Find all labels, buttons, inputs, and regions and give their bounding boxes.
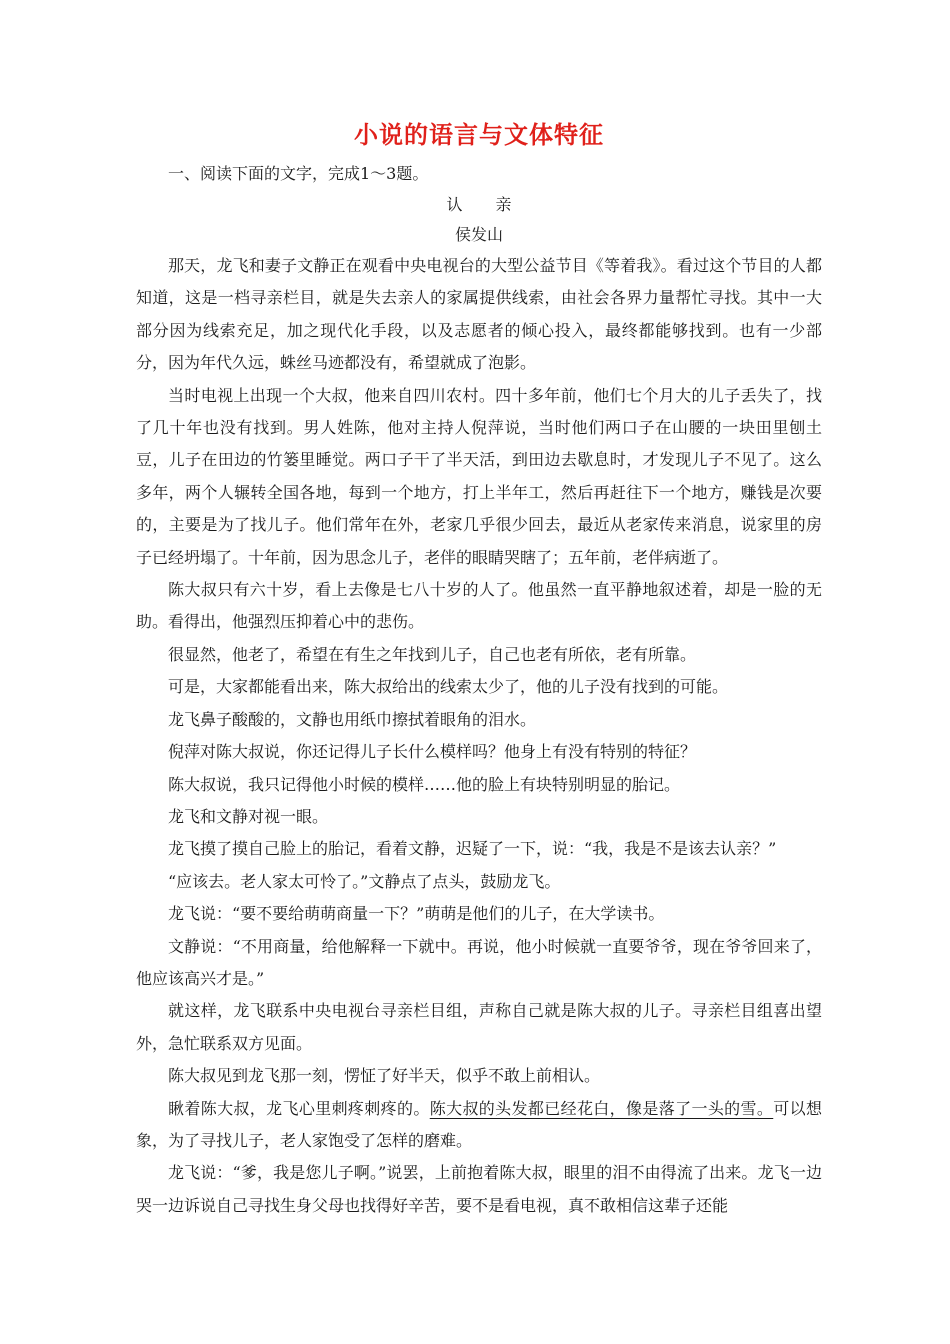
- question-instruction: 一、阅读下面的文字，完成1～3题。: [168, 164, 429, 183]
- story-title: 认 亲: [446, 195, 526, 214]
- story-author: 侯发山: [454, 225, 503, 244]
- story-paragraph: 就这样，龙飞联系中央电视台寻亲栏目组，声称自己就是陈大叔的儿子。寻亲栏目组喜出望外，急忙联系双方见面。: [136, 1001, 822, 1053]
- story-paragraph: 那天，龙飞和妻子文静正在观看中央电视台的大型公益节目《等着我》。看过这个节目的人都知道，这是一档寻亲栏目，就是失去亲人的家属提供线索，由社会各界力量帮忙寻找。其中一大部分因为线索充足，加之现代化手段，以及志愿者的倾心投入，最终都能够找到。也有一少部分，因为年代久远，蛛丝马迹都没有，希望就成了泡影。: [136, 256, 822, 373]
- story-paragraph: “应该去。老人家太可怜了。”文静点了点头，鼓励龙飞。: [168, 871, 561, 891]
- story-paragraph: 龙飞说：“要不要给萌萌商量一下？”萌萌是他们的儿子，在大学读书。: [168, 904, 665, 924]
- underlined-sentence: 陈大叔的头发都已经花白，像是落了一头的雪。: [429, 1098, 774, 1118]
- paragraph-text: 可以想象，为了寻找儿子，老人家饱受了怎样的磨难。: [136, 1098, 822, 1150]
- paragraph-text: 瞅着陈大叔，龙飞心里刺疼刺疼的。: [168, 1098, 430, 1118]
- story-paragraph: 龙飞鼻子酸酸的，文静也用纸巾擦拭着眼角的泪水。: [168, 709, 537, 729]
- story-paragraph: 当时电视上出现一个大叔，他来自四川农村。四十多年前，他们七个月大的儿子丢失了，找了几十年也没有找到。男人姓陈，他对主持人倪萍说，当时他们两口子在山腰的一块田里刨土豆，儿子在田边的竹篓里睡觉。两口子干了半天活，到田边去歇息时，才发现儿子不见了。这么多年，两个人辗转全国各地，每到一个地方，打上半年工，然后再赶往下一个地方，赚钱是次要的，主要是为了找儿子。他们常年在外，老家几乎很少回去，最近从老家传来消息，说家里的房子已经坍塌了。十年前，因为思念儿子，老伴的眼睛哭瞎了；五年前，老伴病逝了。: [136, 385, 822, 567]
- story-paragraph-underlined: [136, 1093, 822, 1158]
- story-paragraph: 龙飞说：“爹，我是您儿子啊。”说罢，上前抱着陈大叔，眼里的泪不由得流了出来。龙飞一边哭一边诉说自己寻找生身父母也找得好辛苦，要不是看电视，真不敢相信这辈子还能: [136, 1163, 822, 1215]
- story-paragraph: 陈大叔只有六十岁，看上去像是七八十岁的人了。他虽然一直平静地叙述着，却是一脸的无助。看得出，他强烈压抑着心中的悲伤。: [136, 580, 822, 632]
- story-paragraph: 很显然，他老了，希望在有生之年找到儿子，自己也老有所依，老有所靠。: [168, 644, 697, 664]
- story-paragraph: 龙飞和文静对视一眼。: [168, 806, 329, 826]
- story-paragraph: 倪萍对陈大叔说，你还记得儿子长什么模样吗？他身上有没有特别的特征？: [168, 742, 697, 762]
- story-paragraph: 陈大叔说，我只记得他小时候的模样……他的脸上有块特别明显的胎记。: [168, 774, 681, 794]
- story-paragraph: 文静说：“不用商量，给他解释一下就中。再说，他小时候就一直要爷爷，现在爷爷回来了，他应该高兴才是。”: [136, 936, 822, 988]
- document-title: 小说的语言与文体特征: [354, 120, 604, 149]
- story-paragraph: 陈大叔见到龙飞那一刻，愣怔了好半天，似乎不敢上前相认。: [168, 1066, 601, 1086]
- story-paragraph: 可是，大家都能看出来，陈大叔给出的线索太少了，他的儿子没有找到的可能。: [168, 677, 729, 697]
- story-paragraph: 龙飞摸了摸自己脸上的胎记，看着文静，迟疑了一下，说：“我，我是不是该去认亲？”: [168, 839, 777, 859]
